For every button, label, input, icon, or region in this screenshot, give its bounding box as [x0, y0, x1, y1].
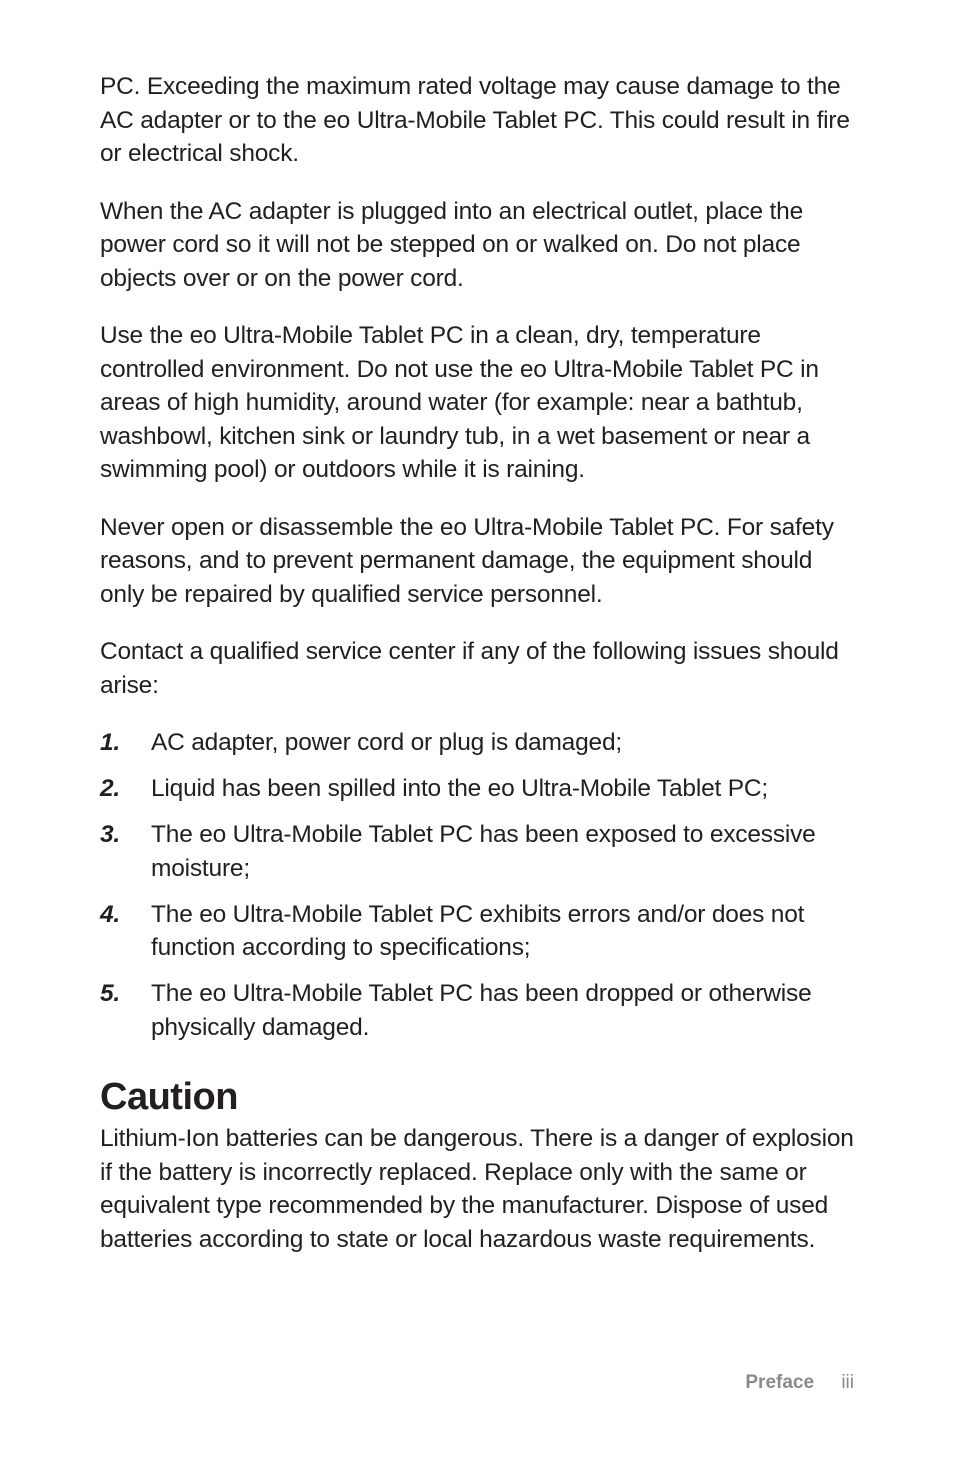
list-item-text: AC adapter, power cord or plug is damaged;: [151, 729, 622, 756]
list-item-text: The eo Ultra-Mobile Tablet PC exhibits errors and/or does not function according to specifications;: [151, 900, 805, 961]
footer-section-title: Preface: [745, 1372, 815, 1393]
list-item-number: 1.: [100, 729, 121, 756]
caution-paragraph: Lithium-Ion batteries can be dangerous. There is a danger of explosion if the battery is incorrectly replaced. Replace only with the same or equivalent type recommended by the manufacturer. Dispose of used batteries according to state or local hazardous waste requirements.: [100, 1125, 854, 1253]
list-item-text: The eo Ultra-Mobile Tablet PC has been exposed to excessive moisture;: [151, 821, 816, 882]
list-item: [100, 726, 860, 760]
paragraph-service-center: Contact a qualified service center if any of the following issues should arise:: [100, 638, 839, 699]
paragraph-environment: Use the eo Ultra-Mobile Tablet PC in a clean, dry, temperature controlled environment. Do not use the eo Ultra-Mobile Tablet PC in areas of high humidity, around water (for example: near a bathtub, washbowl, kitchen sink or laundry tub, in a wet basement or near a swimming pool) or outdoors while it is raining.: [100, 322, 819, 483]
list-item-number: 5.: [100, 980, 121, 1007]
list-item: [100, 818, 860, 885]
paragraph-voltage-warning: PC. Exceeding the maximum rated voltage may cause damage to the AC adapter or to the eo Ultra-Mobile Tablet PC. This could result in fire or electrical shock.: [100, 73, 850, 167]
caution-heading: Caution: [100, 1076, 238, 1118]
list-item-text: The eo Ultra-Mobile Tablet PC has been dropped or otherwise physically damaged.: [151, 980, 812, 1041]
issues-list: [100, 726, 860, 1044]
list-item: [100, 898, 860, 965]
list-item-number: 3.: [100, 821, 121, 848]
page-number: iii: [841, 1372, 854, 1393]
page-content: [100, 70, 860, 1256]
list-item-number: 4.: [100, 900, 121, 928]
list-item-text: Liquid has been spilled into the eo Ultra-Mobile Tablet PC;: [151, 775, 768, 802]
page-footer: [745, 1370, 854, 1396]
paragraph-power-cord: When the AC adapter is plugged into an electrical outlet, place the power cord so it will not be stepped on or walked on. Do not place objects over or on the power cord.: [100, 197, 803, 292]
list-item: [100, 977, 860, 1044]
paragraph-disassembly: Never open or disassemble the eo Ultra-Mobile Tablet PC. For safety reasons, and to prevent permanent damage, the equipment should only be repaired by qualified service personnel.: [100, 513, 834, 608]
list-item-number: 2.: [100, 775, 121, 802]
list-item: [100, 772, 860, 806]
